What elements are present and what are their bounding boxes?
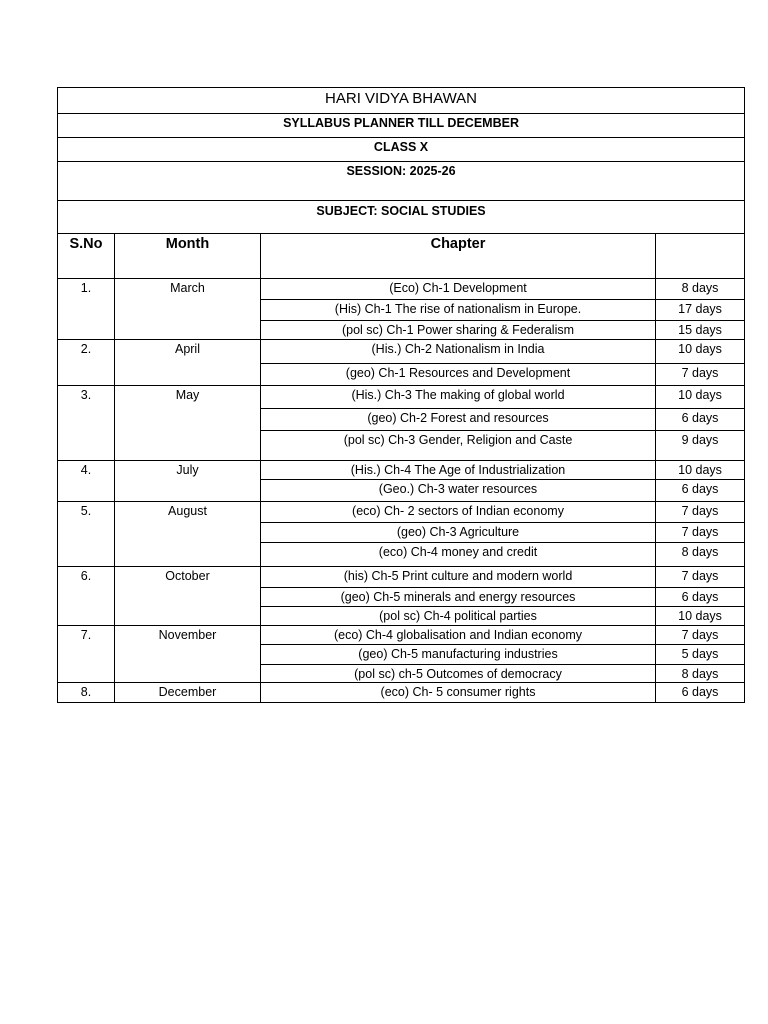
column-header-days: [656, 234, 745, 279]
days-cell: [656, 364, 745, 386]
chapter-value: (His) Ch-1 The rise of nationalism in Europe.: [334, 302, 582, 316]
table-row: [58, 567, 745, 588]
days-cell: [656, 431, 745, 461]
month-value: May: [175, 388, 200, 402]
month-cell: [115, 386, 261, 461]
month-cell: [115, 567, 261, 626]
school-name-cell: [58, 88, 745, 114]
days-cell: [656, 409, 745, 431]
month-cell: [115, 502, 261, 567]
days-cell: [656, 607, 745, 626]
table-row: [58, 683, 745, 703]
column-header-chapter: [261, 234, 656, 279]
days-value: 10 days: [678, 388, 722, 402]
days-value: 8 days: [681, 667, 719, 681]
chapter-value: (geo) Ch-1 Resources and Development: [345, 366, 571, 380]
sno-value: 3.: [80, 388, 92, 402]
chapter-value: (eco) Ch-4 globalisation and Indian economy: [333, 628, 583, 642]
class-label: CLASS X: [373, 140, 429, 154]
days-cell: [656, 480, 745, 502]
days-value: 9 days: [681, 433, 719, 447]
chapter-cell: [261, 321, 656, 340]
days-value: 7 days: [681, 525, 719, 539]
days-value: 7 days: [681, 628, 719, 642]
days-value: 6 days: [681, 685, 719, 699]
chapter-cell: [261, 588, 656, 607]
month-cell: [115, 626, 261, 683]
chapter-value: (eco) Ch- 5 consumer rights: [380, 685, 536, 699]
chapter-value: (His.) Ch-4 The Age of Industrialization: [350, 463, 566, 477]
month-value: August: [168, 504, 207, 518]
column-header-days-label: [656, 234, 744, 237]
chapter-value: (eco) Ch- 2 sectors of Indian economy: [352, 504, 564, 518]
days-value: 6 days: [681, 411, 719, 425]
days-value: 5 days: [681, 647, 719, 661]
sno-value: 2.: [80, 342, 92, 356]
days-cell: [656, 645, 745, 665]
chapter-value: (pol sc) ch-5 Outcomes of democracy: [354, 667, 562, 681]
days-cell: [656, 588, 745, 607]
days-value: 8 days: [681, 281, 719, 295]
chapter-cell: [261, 364, 656, 386]
table-row: [58, 461, 745, 480]
month-value: December: [158, 685, 217, 699]
days-cell: [656, 665, 745, 683]
month-value: July: [176, 463, 199, 477]
sno-value: 1.: [80, 281, 92, 295]
chapter-cell: [261, 461, 656, 480]
chapter-cell: [261, 386, 656, 409]
chapter-value: (geo) Ch-5 manufacturing industries: [358, 647, 558, 661]
chapter-cell: [261, 502, 656, 523]
days-value: 7 days: [681, 366, 719, 380]
days-value: 15 days: [678, 323, 722, 337]
days-value: 17 days: [678, 302, 722, 316]
days-value: 10 days: [678, 342, 722, 356]
days-value: 7 days: [681, 569, 719, 583]
chapter-value: (pol sc) Ch-1 Power sharing & Federalism: [341, 323, 575, 337]
days-cell: [656, 321, 745, 340]
chapter-cell: [261, 409, 656, 431]
chapter-cell: [261, 480, 656, 502]
school-name: HARI VIDYA BHAWAN: [325, 90, 478, 107]
days-cell: [656, 683, 745, 703]
sno-value: 5.: [80, 504, 92, 518]
chapter-value: (His.) Ch-2 Nationalism in India: [371, 342, 545, 356]
days-cell: [656, 567, 745, 588]
planner-title: SYLLABUS PLANNER TILL DECEMBER: [283, 116, 519, 130]
chapter-value: (geo) Ch-2 Forest and resources: [367, 411, 549, 425]
month-cell: [115, 461, 261, 502]
chapter-cell: [261, 607, 656, 626]
chapter-value: (eco) Ch-4 money and credit: [378, 545, 538, 559]
table-row: [58, 340, 745, 364]
table-row: [58, 626, 745, 645]
chapter-cell: [261, 665, 656, 683]
column-header-month-label: Month: [165, 236, 210, 252]
chapter-cell: [261, 340, 656, 364]
days-cell: [656, 461, 745, 480]
days-value: 10 days: [678, 463, 722, 477]
chapter-cell: [261, 683, 656, 703]
chapter-value: (geo) Ch-3 Agriculture: [396, 525, 520, 539]
planner-title-cell: [58, 114, 745, 138]
table-row: [58, 386, 745, 409]
days-value: 6 days: [681, 482, 719, 496]
syllabus-planner-table: [57, 87, 745, 703]
chapter-cell: [261, 431, 656, 461]
sno-value: 4.: [80, 463, 92, 477]
session-cell: [58, 162, 745, 201]
sno-cell: [58, 683, 115, 703]
sno-cell: [58, 386, 115, 461]
class-cell: [58, 138, 745, 162]
month-cell: [115, 340, 261, 386]
days-cell: [656, 502, 745, 523]
chapter-value: (pol sc) Ch-3 Gender, Religion and Caste: [343, 433, 573, 447]
days-cell: [656, 626, 745, 645]
days-cell: [656, 386, 745, 409]
month-value: November: [158, 628, 217, 642]
column-header-sno: [58, 234, 115, 279]
month-value: March: [170, 281, 205, 295]
subject-label: SUBJECT: SOCIAL STUDIES: [316, 204, 486, 218]
chapter-value: (His.) Ch-3 The making of global world: [351, 388, 565, 402]
chapter-cell: [261, 279, 656, 300]
chapter-cell: [261, 645, 656, 665]
chapter-value: (geo) Ch-5 minerals and energy resources: [340, 590, 576, 604]
table-row: [58, 279, 745, 300]
chapter-cell: [261, 567, 656, 588]
table-row: [58, 502, 745, 523]
sno-value: 6.: [80, 569, 92, 583]
sno-cell: [58, 567, 115, 626]
month-cell: [115, 279, 261, 340]
days-value: 7 days: [681, 504, 719, 518]
chapter-cell: [261, 626, 656, 645]
sno-value: 8.: [80, 685, 92, 699]
days-cell: [656, 340, 745, 364]
chapter-cell: [261, 523, 656, 543]
chapter-value: (Eco) Ch-1 Development: [389, 281, 527, 295]
chapter-value: (Geo.) Ch-3 water resources: [378, 482, 538, 496]
sno-cell: [58, 461, 115, 502]
days-value: 6 days: [681, 590, 719, 604]
month-cell: [115, 683, 261, 703]
days-cell: [656, 279, 745, 300]
chapter-cell: [261, 543, 656, 567]
days-value: 8 days: [681, 545, 719, 559]
sno-value: 7.: [80, 628, 92, 642]
sno-cell: [58, 279, 115, 340]
month-value: October: [165, 569, 210, 583]
sno-cell: [58, 340, 115, 386]
sno-cell: [58, 502, 115, 567]
days-cell: [656, 543, 745, 567]
column-header-month: [115, 234, 261, 279]
column-header-sno-label: S.No: [69, 236, 103, 252]
column-header-chapter-label: Chapter: [430, 236, 486, 252]
chapter-value: (pol sc) Ch-4 political parties: [379, 609, 537, 623]
chapter-value: (his) Ch-5 Print culture and modern world: [343, 569, 573, 583]
chapter-cell: [261, 300, 656, 321]
subject-cell: [58, 201, 745, 234]
days-value: 10 days: [678, 609, 722, 623]
sno-cell: [58, 626, 115, 683]
session-label: SESSION: 2025-26: [346, 164, 456, 178]
days-cell: [656, 300, 745, 321]
days-cell: [656, 523, 745, 543]
month-value: April: [174, 342, 200, 356]
